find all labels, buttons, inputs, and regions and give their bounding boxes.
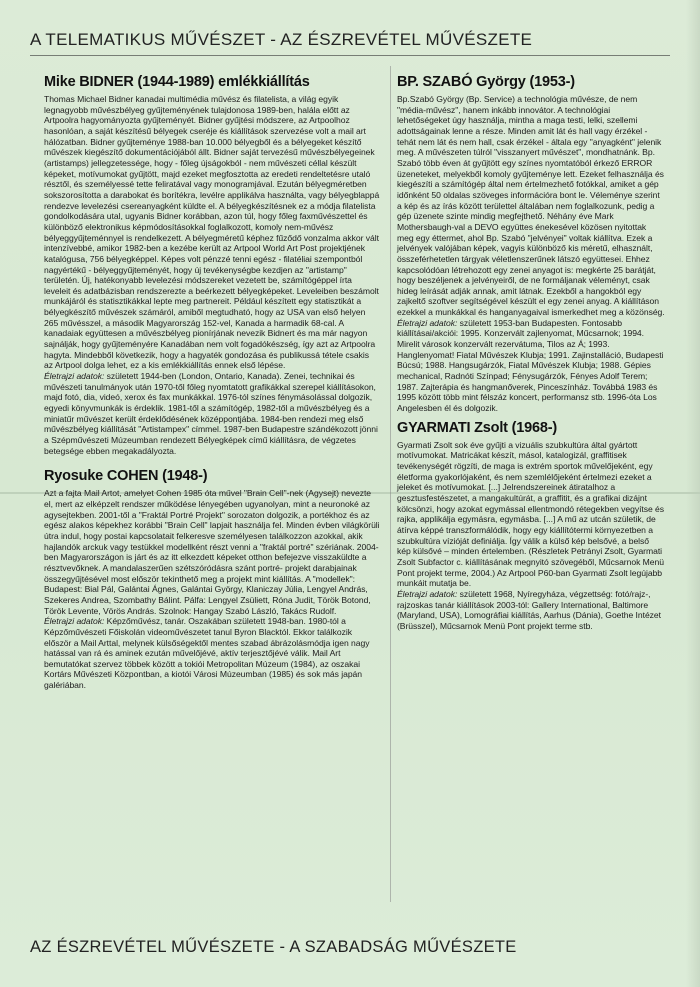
- paper-edge: [686, 0, 700, 987]
- left-column: [44, 74, 380, 691]
- column-divider: [390, 66, 391, 902]
- page-footer: AZ ÉSZREVÉTEL MŰVÉSZETE - A SZABADSÁG MŰVÉSZETE: [30, 938, 517, 956]
- article-body: [44, 488, 380, 690]
- article-text: Bp.Szabó György (Bp. Service) a technológia művésze, de nem "média-művész", hanem inkább innovátor. A technológiai lehetőségeket úgy használja, mintha a maga testi, lelki, szellemi adottságainak lenne a része. Minden amit lát és hall vagy érzékel - tehát nem lát és nem hall, csak érzékel - általa egy "anyagként" jelenik meg. A művészeten túlról "visszanyert művészet", mondhatnánk. Bp. Szabó több éven át gyűjtött egy színes nyomtatóból érkező ERROR üzeneteket, melyekből komoly gyűjteménye lett. Ezeket felhasználja és kiegészíti a számítógép által nem értelmezhető fotókkal, amiket a gép időnként 50 oldalas szöveges információra bont le. Véleménye szerint a kép és az írás között területtel általában nem foglalkozunk, pedig a gép üzenete szinte mindig megfejthető. Néhány éve Mark Mothersbaugh-val a DEVO együttes énekesével közösen nyitottak meg egy éttermet, ahol Bp. Szabó "jelvényei" voltak kiállítva. Ezek a jelvények valójában képek, vagyis különböző kis méretű, elhasznált, összeférhetetlen tárgyak véletlenszerűnek látszó együttesei. Ehhez kapcsolódóan létrehozott egy zenei anyagot is: megkérte 25 barátját, hogy beszéljenek a jelvényeiről, de ne formáljanak véleményt, csak hideg leírását adják annak, amit látnak. Ezekből a hangokból egy zajkeltő szoftver segítségével készült el egy zenei anyag. A kiállításon ezekkel a munkákkal és hanganyagaival ismerkedhet meg a közönség.: [397, 94, 665, 318]
- header-rule: [30, 55, 670, 56]
- article-body: [397, 440, 665, 632]
- article-text: Thomas Michael Bidner kanadai multimédia művész és filatelista, a világ egyik legnagyobb művészbélyeg gyűjteményének tulajdonosa 1989-ben, halála előtt az Artpoolra hagyományozta gyűjteményét. Bidner gyűjtési módszere, az Artpoolhoz hasonlóan, a saját készítésű bélyegek cseréje és kiállítások szervezése volt a mail art hálózatban. Bidner gyűjteménye 1988-ban 10.000 bélyegből és a bélyegeket készítő művészek kiegészítő dokumentációjából állt. Bidner saját tervezésű művészbélyegeinek (artistamps) jellegzetessége, hogy - főleg újságokból - nem művészeti céllal készült képeket, motívumokat gyűjtött, majd ezeket megfosztotta az eredeti rendeltetésre utaló résztől, és személyessé tette feliratával vagy monogramjával. Ezután bélyegméretben sokszorosította a darabokat és borítékra, levélre applikálva használta, vagy bélyegblappá rendezve levelezési csereanyagként küldte el. A bélyegkészítésnek ez a módja filatelista gondolkodására utal, ugyanis Bidner korábban, azon túl, hogy főleg faxművészettel és különböző elektronikus képmódosításokkal foglalkozott, komoly nem-művész bélyeggyűjteménnyel is rendelkezett. A bélyegméretű képhez fűződő vonzalma akkor vált intenzívebbé, amikor 1982-ben a kezébe került az Artpool World Art Post projektjének katalógusa, 756 bélyegképpel. Képes volt pénzzé tenni egész - filatéliai szempontból nagyértékű - bélyeggyűjteményét, hogy új tevékenységbe kezdjen az "artistamp" területén. Új, hatékonyabb levelezési módszereket vezetett be, számítógéppel írta leveleit és adatbázisban rendszerezte a beérkezett bélyegképeket. Leveleiben beszámolt munkájáról és statisztikákkal lepte meg partnereit. Például készített egy statisztikát a bélyegkészítő művészek számáról, amiből megtudható, hogy az USA van első helyen 265 művésszel, a második Magyarország 152-vel, Kanada a harmadik 68-cal. A kanadaiak együttesen a művészbélyeg pionírjának nevezik Bidnert és ma már nagyon sajnálják, hogy gyűjteményére Kanadában nem volt fogadókészség, így azt az Artpoolra hagyta. Mindebből következik, hogy a hagyaték gondozása és publikussá tétele csakis az Artpool dolga lehet, ez a kis emlékkiállítás ennek első lépése.: [44, 94, 380, 371]
- article-body: [397, 94, 665, 414]
- article-gyarmati: [397, 420, 665, 632]
- bio-text: született 1953-ban Budapesten. Fontosabb kiállításai/akciói: 1995. Konzervált zajlenyomat, Műcsarnok; 1994. Mirelit városok konzervált rezervátuma, Tilos az Á; 1993. Hanglenyomat! Fiatal Művészek Klubja; 1991. Zajinstalláció, Budapesti Búcsú; 1988. Hangsugárzók, Fiatal Művészek Klubja; 1988. Gépies mechanical, Radnóti Színpad; Fénysugárzók, Fényes Adolf Terem; 1987. Zajterápia és hangmanőverek, Pinceszínház. Továbbá 1983 és 1995 között több mint félszáz koncert, performansz stb. 1996-óta Los Angelesben él és dolgozik.: [397, 317, 664, 414]
- bio-text: Képzőművész, tanár. Oszakában született 1948-ban. 1980-tól a Képzőművészeti Főiskolán videoművészetet tanul Byron Blacktól. Ekkor találkozik először a Mail Arttal, melynek külsőségektől mentes szabad ábrázolásmódja igen nagy hatással van rá és aminek ezután művelőjévé, aktív terjesztőjévé válik. Mail Art bemutatókat szervez többek között a tokiói Metropolitan Múzeum (1984), az oszakai Kortárs Művészeti Központban, a kiotói Városi Múzeumban (1985) és sok más japán galériában.: [44, 616, 370, 691]
- bio-label: Életrajzi adatok:: [397, 317, 458, 328]
- article-szabo: [397, 74, 665, 414]
- article-heading: Ryosuke COHEN (1948-): [44, 468, 208, 485]
- article-heading: GYARMATI Zsolt (1968-): [397, 419, 557, 436]
- article-text: Gyarmati Zsolt sok éve gyűjti a vizuális szubkultúra által gyártott motívumokat. Matricákat készít, másol, katalogizál, graffitisek tevékenységét rögzíti, de maga is extrém sportok művelőjeként, egy életforma gyakorlójaként, és nem szemlélőjeként értelmezi ezeket a jeleket és motívumokat. [...] Jelrendszereinek átiratalhoz a gesztusfestészetet, a mangakultúrát, a graffitit, és a grafikai dizájnt kölcsönzi, hogy azokat egymással ellentmondó rétegekben vegyítse és rajka, applikálja egymásra, egymásba. [...] A mű az utcán születik, de átírva képpé transzformálódik, hogy egy kiállítótermi környezetben a szubkultúra vízióját definiálja. Így válik a külső kép belsővé, a belső kép külsővé – minden értelemben. (Részletek Petrányi Zsolt, Gyarmati Zsolt Subfactor c. kiállításának megnyitó szövegéből, Műcsarnok Menü Pont projekt terme, 2004.) Az Artpool P60-ban Gyarmati Zsolt legújabb munkáit mutatja be.: [397, 439, 665, 589]
- bio-text: született 1968, Nyíregyháza, végzettség: fotó/rajz-, rajzoskas tanár kiállítások 2003-tól: Gallery International, Baltimore (Maryland, USA), Lomográfiai kiállítás, Aarhus (Dánia), Goethe Intézet (Brüsszel), Műcsarnok Menü Pont projekt terme stb.: [397, 588, 661, 631]
- article-body: [44, 94, 380, 456]
- bio-text: született 1944-ben (London, Ontario, Kanada). Zenei, technikai és művészeti tanulmányok után 1970-től főleg nyomtatott grafikákkal szerepel kiállításokon, majd fotó, dia, videó, xerox és fax munkákkal. 1976-tól színes fénymásolással dolgozik, egyedi könyvmunkák is érdeklik. 1981-től a számítógép, 1982-től a művészbélyeg és a miniatűr művészet került érdeklődésének középpontjába. 1984-ben rendezi meg első művészbélyeg kiállítását "Artistampex" címmel. 1987-ben Budapestre szándékozott jönni a Szépművészeti Múzeumban rendezett Bélyegképek című kiállításra, de végzetes betegsége ebben megakadályozta.: [44, 371, 378, 456]
- article-bidner: [44, 74, 380, 456]
- article-text: Azt a fajta Mail Artot, amelyet Cohen 1985 óta művel "Brain Cell"-nek (Agysejt) nevezte el, mert az elképzelt rendszer működése lényegében ugyanolyan, mint a neuronoké az agysejtekben. 2001-től a "Fraktál Portré Projekt" sorozaton dolgozik, a portékhoz és az egész alakos képekhez korábbi "Brain Cell" lapjait használja fel. Minden évben világkörüli útra indul, hogy postai kapcsolatait felkeresve személyesen találkozzon azokkal, akik hajlandók arckuk vagy testükkel modellként részt venni a "fraktál portré" szériának. 2004-ben Magyarországon is járt és az itt elkezdett képeket otthon befejezve visszaküldte a résztvevőknek. A mandalaszerűen szétszóródásra szánt portré- projekt darabjainak összegyűjtésével most először tekinthető meg a projekt mint kiállítás. A "modellek": Budapest: Bial Pál, Galántai Ágnes, Galántai György, Klaniczay Júlia, Lengyel András, Szekeres Andrea, Szombathy Bálint. Pálfa: Lengyel Zsüliett, Róna Judit, Török Botond, Török Levente, Vörös András. Szolnok: Hangay Szabó László, Takács Rudolf.: [44, 488, 380, 616]
- bio-label: Életrajzi adatok:: [44, 616, 105, 627]
- bio-label: Életrajzi adatok:: [397, 588, 458, 599]
- page-header: A TELEMATIKUS MŰVÉSZET - AZ ÉSZREVÉTEL MŰVÉSZETE: [30, 30, 533, 49]
- article-heading: Mike BIDNER (1944-1989) emlékkiállítás: [44, 74, 310, 90]
- right-column: [397, 74, 665, 632]
- article-heading: BP. SZABÓ György (1953-): [397, 74, 575, 90]
- bio-label: Életrajzi adatok:: [44, 371, 105, 382]
- article-cohen: [44, 468, 380, 690]
